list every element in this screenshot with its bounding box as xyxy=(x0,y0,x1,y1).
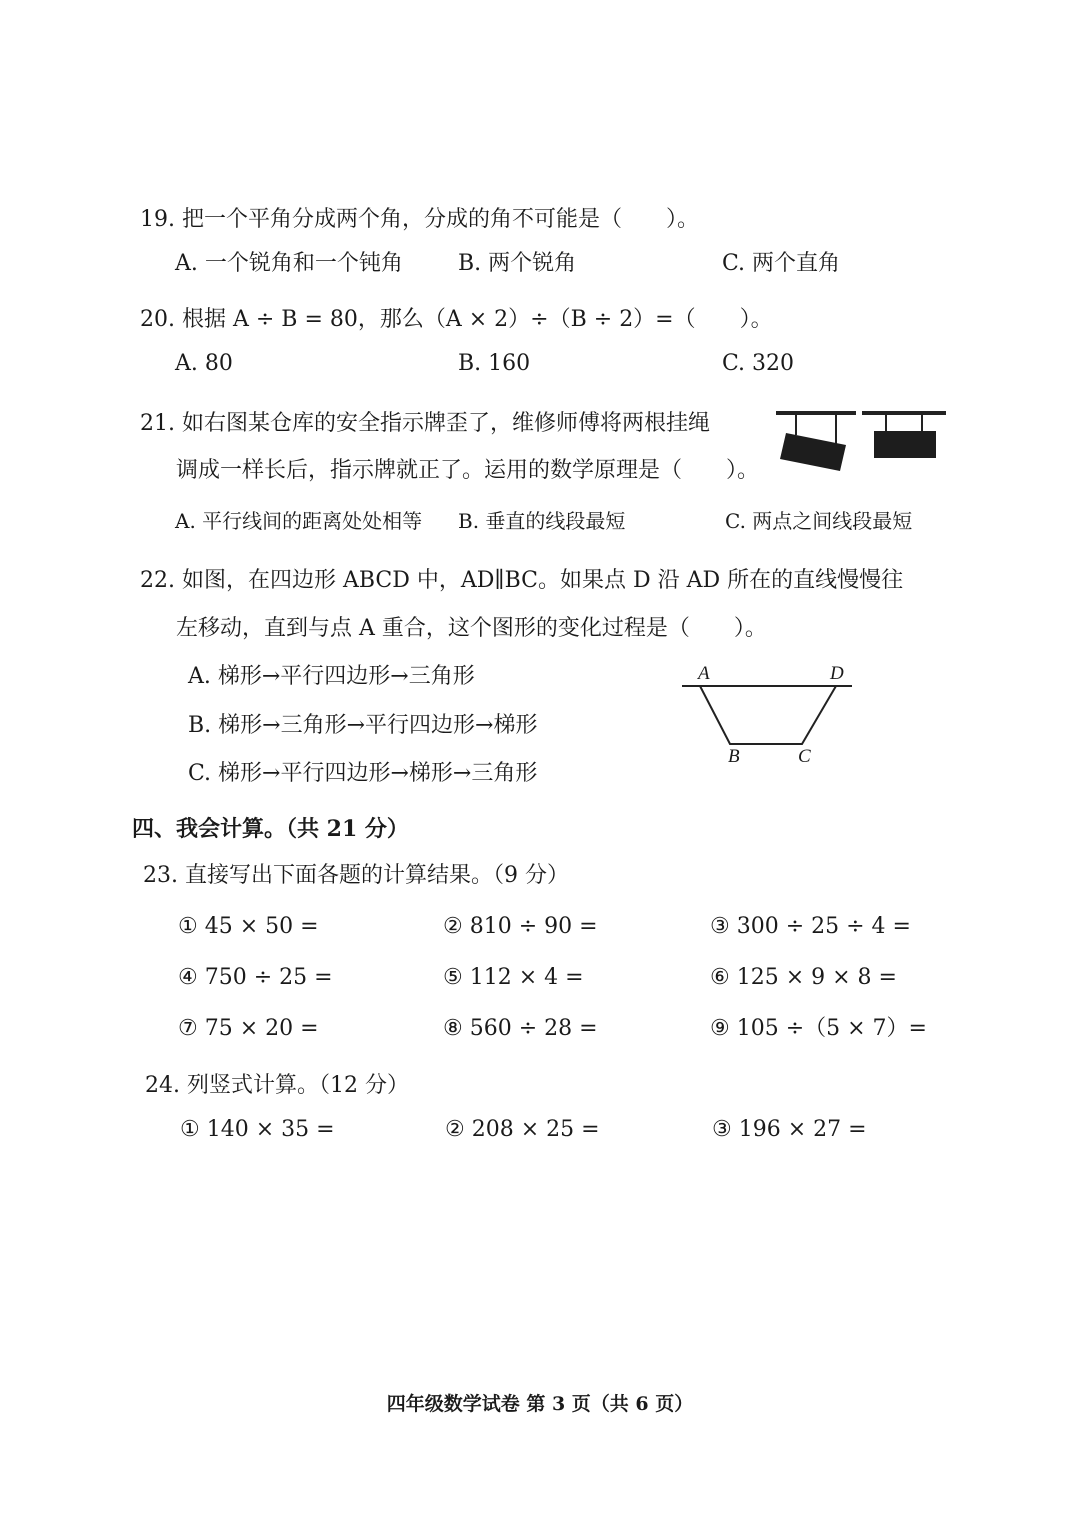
q21-option-b: B. 垂直的线段最短 xyxy=(458,509,626,533)
q23-item: ① 45 × 50 = xyxy=(178,914,319,939)
q19-option-a: A. 一个锐角和一个钝角 xyxy=(175,251,403,276)
q24-item: ③ 196 × 27 = xyxy=(712,1117,867,1142)
q23-stem: 23. 直接写出下面各题的计算结果。（9 分） xyxy=(143,863,569,888)
q20-option-a: A. 80 xyxy=(175,351,233,376)
q22-option-b: B. 梯形→三角形→平行四边形→梯形 xyxy=(188,713,538,738)
label-d: D xyxy=(830,663,844,684)
section4-title: 四、我会计算。（共 21 分） xyxy=(132,816,409,842)
q20-stem: 20. 根据 A ÷ B = 80，那么（A × 2）÷（B ÷ 2）=（ ）。 xyxy=(140,307,773,332)
q21-option-a: A. 平行线间的距离处处相等 xyxy=(175,509,423,533)
q24-item: ① 140 × 35 = xyxy=(180,1117,335,1142)
sign-illustration xyxy=(770,405,950,475)
q21-stem-line1: 21. 如右图某仓库的安全指示牌歪了，维修师傅将两根挂绳 xyxy=(140,411,710,436)
q19-option-c: C. 两个直角 xyxy=(722,251,841,276)
q23-item: ⑥ 125 × 9 × 8 = xyxy=(710,965,897,990)
q23-item: ④ 750 ÷ 25 = xyxy=(178,965,333,990)
q21-option-c: C. 两点之间线段最短 xyxy=(725,509,913,533)
q22-option-a: A. 梯形→平行四边形→三角形 xyxy=(188,664,475,689)
q23-item: ⑧ 560 ÷ 28 = xyxy=(443,1016,598,1041)
q19-stem: 19. 把一个平角分成两个角，分成的角不可能是（ ）。 xyxy=(140,207,699,232)
q23-item: ⑤ 112 × 4 = xyxy=(443,965,584,990)
q22-stem-line2: 左移动，直到与点 A 重合，这个图形的变化过程是（ ）。 xyxy=(176,616,767,641)
q24-item: ② 208 × 25 = xyxy=(445,1117,600,1142)
q24-stem: 24. 列竖式计算。（12 分） xyxy=(145,1073,409,1098)
q23-item: ② 810 ÷ 90 = xyxy=(443,914,598,939)
q19-option-b: B. 两个锐角 xyxy=(458,251,577,276)
q20-option-c: C. 320 xyxy=(722,351,795,376)
q21-stem-line2: 调成一样长后，指示牌就正了。运用的数学原理是（ ）。 xyxy=(176,458,760,483)
q20-option-b: B. 160 xyxy=(458,351,531,376)
q22-stem-line1: 22. 如图，在四边形 ABCD 中，AD∥BC。如果点 D 沿 AD 所在的直线慢慢往 xyxy=(140,568,904,593)
page-footer: 四年级数学试卷 第 3 页（共 6 页） xyxy=(386,1393,694,1415)
q23-item: ⑦ 75 × 20 = xyxy=(178,1016,319,1041)
q23-item: ③ 300 ÷ 25 ÷ 4 = xyxy=(710,914,911,939)
label-a: A xyxy=(698,663,710,684)
trapezoid-figure xyxy=(680,660,860,770)
q22-option-c: C. 梯形→平行四边形→梯形→三角形 xyxy=(188,761,538,786)
q23-item: ⑨ 105 ÷（5 × 7）= xyxy=(710,1016,927,1041)
label-b: B xyxy=(728,746,740,767)
label-c: C xyxy=(798,746,811,767)
